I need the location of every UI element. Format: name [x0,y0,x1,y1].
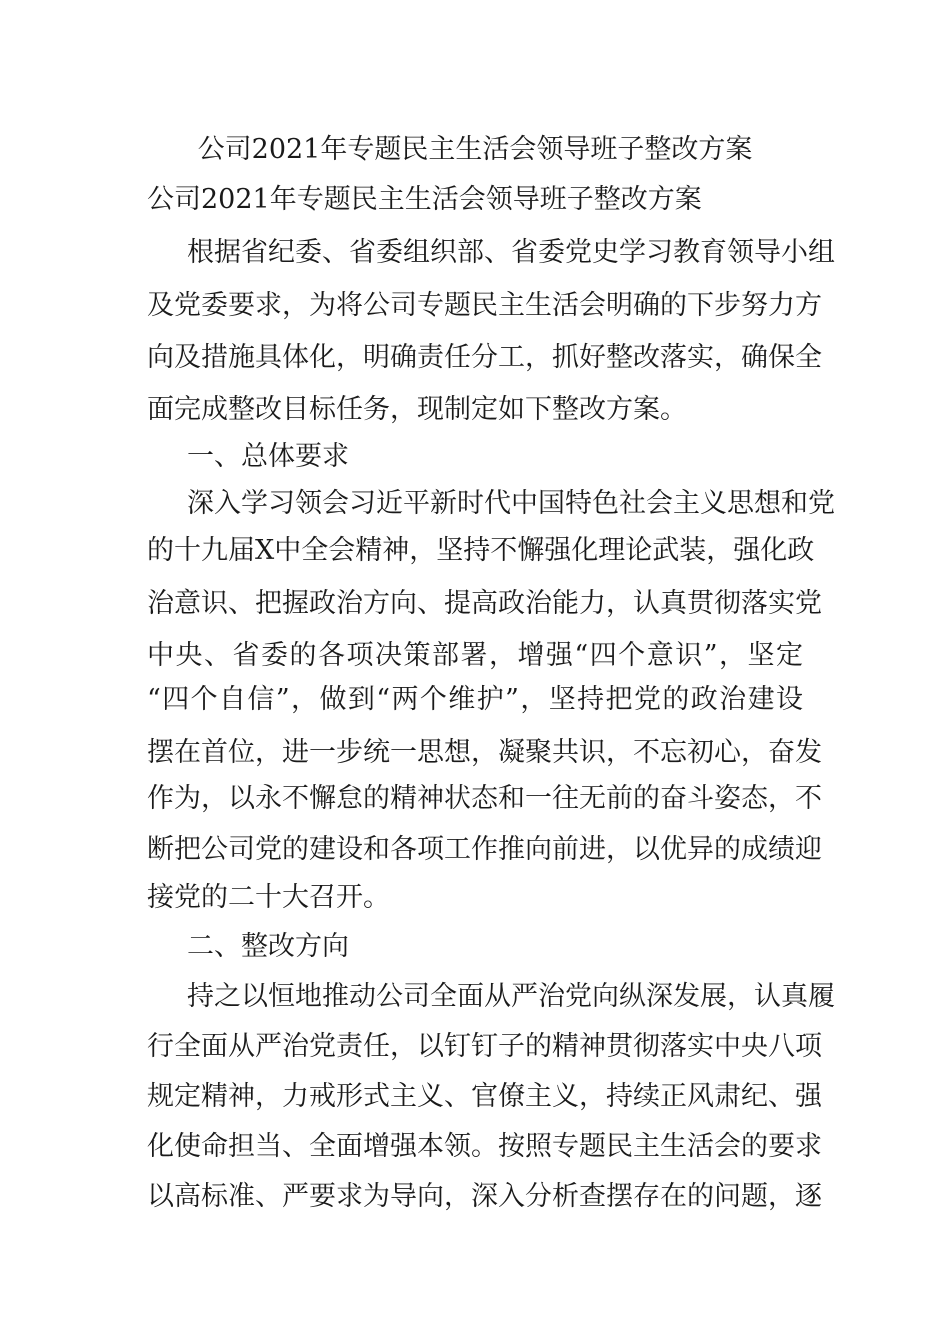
paragraph-line: 向及措施具体化，明确责任分工，抓好整改落实，确保全 [147,342,822,373]
paragraph-line: 接党的二十大召开。 [147,882,390,913]
section-heading: 二、整改方向 [187,931,349,962]
section-heading: 一、总体要求 [187,441,349,472]
paragraph-line: 以高标准、严要求为导向，深入分析查摆存在的问题，逐 [147,1181,822,1212]
paragraph-line: 治意识、把握政治方向、提高政治能力，认真贯彻落实党 [147,588,822,619]
document-subtitle: 公司2021年专题民主生活会领导班子整改方案 [147,184,702,215]
paragraph-line: 断把公司党的建设和各项工作推向前进，以优异的成绩迎 [147,834,822,865]
paragraph-line: 行全面从严治党责任，以钉钉子的精神贯彻落实中央八项 [147,1031,822,1062]
document-title: 公司2021年专题民主生活会领导班子整改方案 [197,134,753,165]
paragraph-line: 作为，以永不懈怠的精神状态和一往无前的奋斗姿态，不 [147,783,822,814]
paragraph-line: 中央、省委的各项决策部署，增强“四个意识”，坚定 [147,640,803,671]
paragraph-line: 摆在首位，进一步统一思想，凝聚共识，不忘初心，奋发 [147,737,822,768]
paragraph-line: 规定精神，力戒形式主义、官僚主义，持续正风肃纪、强 [147,1081,822,1112]
paragraph-line: 持之以恒地推动公司全面从严治党向纵深发展，认真履 [187,981,835,1012]
paragraph-line: 根据省纪委、省委组织部、省委党史学习教育领导小组 [187,237,835,268]
paragraph-line: 的十九届X中全会精神，坚持不懈强化理论武装，强化政 [147,535,815,566]
paragraph-line: 及党委要求，为将公司专题民主生活会明确的下步努力方 [147,290,822,321]
paragraph-line: 深入学习领会习近平新时代中国特色社会主义思想和党 [187,488,835,519]
paragraph-line: 化使命担当、全面增强本领。按照专题民主生活会的要求 [147,1131,822,1162]
paragraph-line: 面完成整改目标任务，现制定如下整改方案。 [147,394,687,425]
paragraph-line: “四个自信”，做到“两个维护”，坚持把党的政治建设 [147,684,803,715]
